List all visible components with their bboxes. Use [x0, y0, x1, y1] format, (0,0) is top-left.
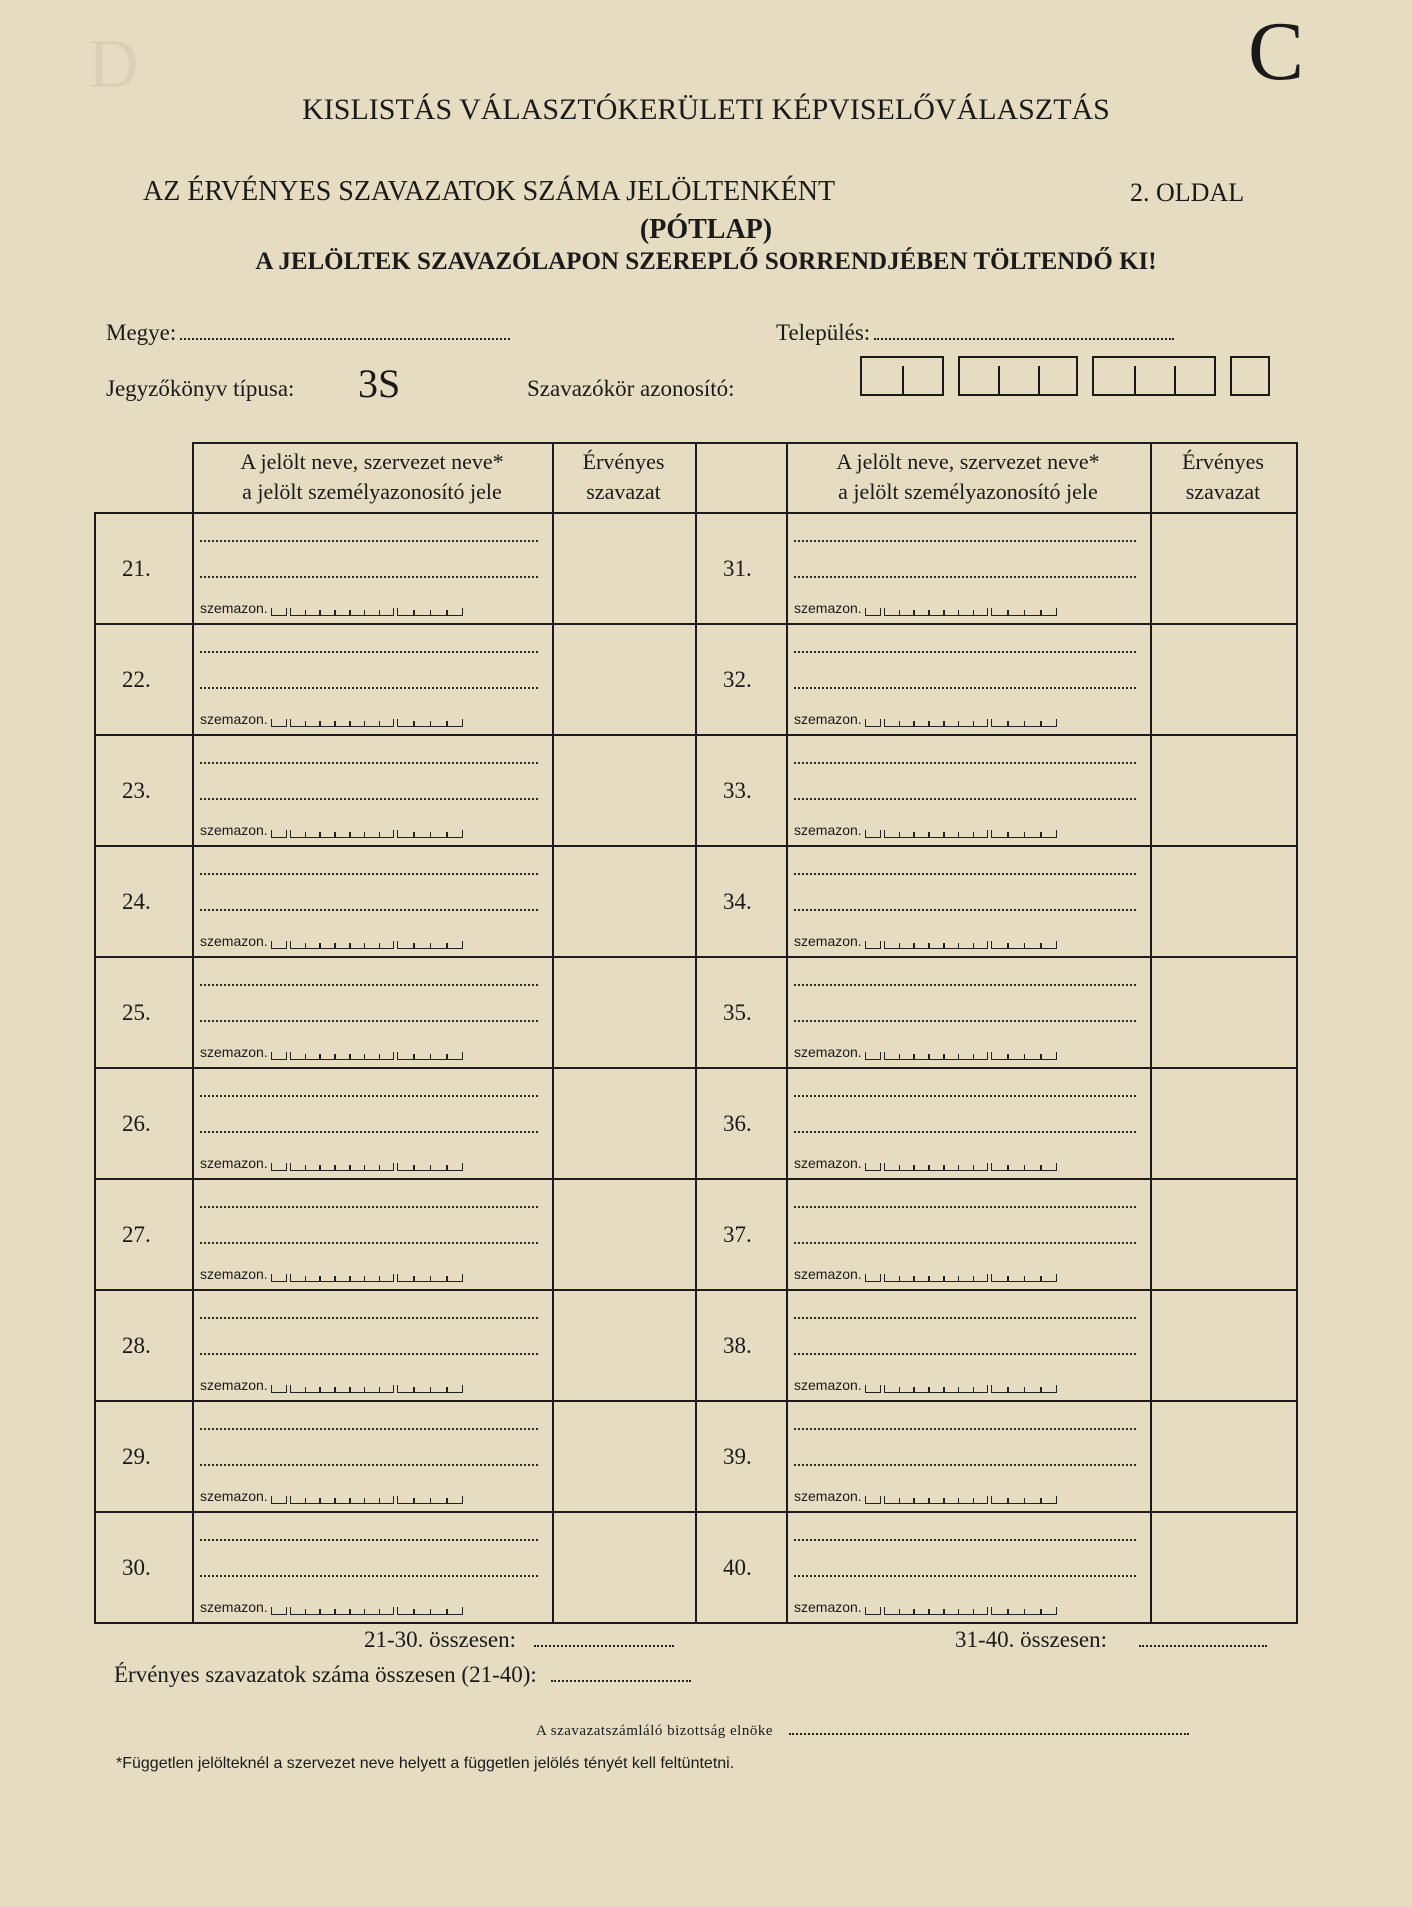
valid-votes-cell[interactable]	[1152, 1402, 1296, 1511]
candidate-name-line[interactable]	[794, 1428, 1136, 1430]
table-column-border	[1296, 442, 1298, 1624]
organization-name-line[interactable]	[200, 909, 538, 911]
personal-id-field[interactable]	[200, 933, 463, 951]
district-id-box-group-1[interactable]	[860, 356, 944, 396]
valid-votes-cell[interactable]	[1152, 1291, 1296, 1400]
district-id-box-group-2[interactable]	[958, 356, 1078, 396]
personal-id-field[interactable]	[794, 822, 1057, 840]
personal-id-label: szemazon.	[794, 933, 862, 949]
table-left-border	[94, 512, 96, 1624]
candidate-name-line[interactable]	[200, 1095, 538, 1097]
settlement-input-line[interactable]	[874, 320, 1174, 340]
form-title: KISLISTÁS VÁLASZTÓKERÜLETI KÉPVISELŐVÁLASZTÁS	[302, 93, 1110, 126]
personal-id-label: szemazon.	[794, 1044, 862, 1060]
row-number: 36.	[723, 1111, 752, 1136]
grand-total-label: Érvényes szavazatok száma összesen (21-40):	[114, 1662, 537, 1687]
row-number: 40.	[723, 1555, 752, 1580]
valid-votes-cell[interactable]	[1152, 958, 1296, 1067]
valid-votes-cell[interactable]	[554, 847, 695, 956]
personal-id-label: szemazon.	[200, 600, 268, 616]
left-sum-row	[364, 1627, 674, 1653]
valid-votes-cell[interactable]	[1152, 1069, 1296, 1178]
valid-votes-cell[interactable]	[1152, 1513, 1296, 1622]
row-number: 28.	[122, 1333, 151, 1358]
personal-id-field[interactable]	[794, 1266, 1057, 1284]
row-number: 26.	[122, 1111, 151, 1136]
personal-id-label: szemazon.	[200, 933, 268, 949]
personal-id-field[interactable]	[794, 711, 1057, 729]
row-number: 31.	[723, 556, 752, 581]
valid-votes-cell[interactable]	[1152, 736, 1296, 845]
grand-total-input-line[interactable]	[551, 1662, 691, 1682]
personal-id-field[interactable]	[794, 1599, 1057, 1617]
settlement-field	[776, 320, 1174, 346]
header-line-2: szavazat	[586, 479, 661, 504]
personal-id-field[interactable]	[794, 1044, 1057, 1062]
valid-votes-cell[interactable]	[554, 1180, 695, 1289]
form-letter: C	[1248, 5, 1305, 98]
organization-name-line[interactable]	[794, 1131, 1136, 1133]
personal-id-label: szemazon.	[200, 1044, 268, 1060]
header-valid-votes-left	[552, 447, 695, 507]
right-sum-input-line[interactable]	[1139, 1627, 1267, 1647]
candidate-name-line[interactable]	[794, 1317, 1136, 1319]
supplement-label: (PÓTLAP)	[639, 214, 773, 245]
personal-id-field[interactable]	[794, 1377, 1057, 1395]
row-number: 30.	[122, 1555, 151, 1580]
left-sum-input-line[interactable]	[534, 1627, 674, 1647]
row-number: 38.	[723, 1333, 752, 1358]
personal-id-label: szemazon.	[794, 1266, 862, 1282]
personal-id-label: szemazon.	[200, 1155, 268, 1171]
candidate-name-line[interactable]	[200, 1539, 538, 1541]
candidate-name-line[interactable]	[794, 984, 1136, 986]
candidate-name-line[interactable]	[794, 1095, 1136, 1097]
candidate-name-line[interactable]	[200, 1317, 538, 1319]
table-column-border	[695, 442, 697, 1624]
organization-name-line[interactable]	[794, 1575, 1136, 1577]
footnote: *Független jelölteknél a szervezet neve helyett a független jelölés tényét kell feltüntetni.	[116, 1755, 735, 1772]
table-column-border	[786, 442, 788, 1624]
organization-name-line[interactable]	[794, 1464, 1136, 1466]
candidate-name-line[interactable]	[200, 984, 538, 986]
row-number: 29.	[122, 1444, 151, 1469]
district-id-box-group-3[interactable]	[1092, 356, 1216, 396]
organization-name-line[interactable]	[794, 1353, 1136, 1355]
table-top-border	[192, 442, 1298, 444]
valid-votes-cell[interactable]	[1152, 847, 1296, 956]
header-line-1: A jelölt neve, szervezet neve*	[836, 449, 1100, 474]
header-line-2: a jelölt személyazonosító jele	[838, 479, 1098, 504]
county-label: Megye:	[106, 320, 177, 345]
personal-id-field[interactable]	[200, 711, 463, 729]
personal-id-field[interactable]	[200, 1266, 463, 1284]
right-sum-row	[955, 1627, 1267, 1653]
header-line-2: szavazat	[1185, 479, 1261, 504]
organization-name-line[interactable]	[794, 1242, 1136, 1244]
valid-votes-cell[interactable]	[554, 625, 695, 734]
organization-name-line[interactable]	[794, 576, 1136, 578]
personal-id-field[interactable]	[794, 933, 1057, 951]
personal-id-label: szemazon.	[200, 1266, 268, 1282]
candidate-name-line[interactable]	[200, 873, 538, 875]
personal-id-label: szemazon.	[794, 1155, 862, 1171]
row-number: 25.	[122, 1000, 151, 1025]
organization-name-line[interactable]	[200, 687, 538, 689]
candidate-name-line[interactable]	[200, 1206, 538, 1208]
personal-id-field[interactable]	[794, 1155, 1057, 1173]
personal-id-label: szemazon.	[794, 1377, 862, 1393]
candidate-name-line[interactable]	[794, 1206, 1136, 1208]
header-line-1: Érvényes	[582, 449, 665, 474]
valid-votes-cell[interactable]	[554, 1291, 695, 1400]
row-number: 39.	[723, 1444, 752, 1469]
header-line-1: A jelölt neve, szervezet neve*	[240, 449, 504, 474]
valid-votes-cell[interactable]	[1152, 1180, 1296, 1289]
header-line-2: a jelölt személyazonosító jele	[242, 479, 502, 504]
row-number: 34.	[723, 889, 752, 914]
settlement-label: Település:	[776, 320, 871, 345]
valid-votes-cell[interactable]	[554, 1069, 695, 1178]
valid-votes-cell[interactable]	[554, 1513, 695, 1622]
signature-input-line[interactable]	[789, 1723, 1189, 1735]
organization-name-line[interactable]	[200, 1575, 538, 1577]
row-number: 35.	[723, 1000, 752, 1025]
county-input-line[interactable]	[180, 320, 510, 340]
header-candidate-name-left	[192, 447, 552, 507]
organization-name-line[interactable]	[794, 798, 1136, 800]
header-valid-votes-right	[1150, 447, 1296, 507]
form-subtitle: AZ ÉRVÉNYES SZAVAZATOK SZÁMA JELÖLTENKÉNT	[143, 176, 836, 207]
personal-id-field[interactable]	[200, 822, 463, 840]
organization-name-line[interactable]	[200, 1353, 538, 1355]
valid-votes-cell[interactable]	[554, 1402, 695, 1511]
row-number: 22.	[122, 667, 151, 692]
personal-id-label: szemazon.	[794, 822, 862, 838]
candidate-name-line[interactable]	[794, 762, 1136, 764]
right-sum-label: 31-40. összesen:	[955, 1627, 1108, 1652]
organization-name-line[interactable]	[794, 1020, 1136, 1022]
organization-name-line[interactable]	[200, 798, 538, 800]
valid-votes-cell[interactable]	[1152, 514, 1296, 623]
valid-votes-cell[interactable]	[1152, 625, 1296, 734]
candidate-name-line[interactable]	[794, 873, 1136, 875]
personal-id-label: szemazon.	[200, 1377, 268, 1393]
signature-label: A szavazatszámláló bizottság elnöke	[536, 1723, 773, 1739]
candidate-name-line[interactable]	[200, 651, 538, 653]
organization-name-line[interactable]	[200, 1131, 538, 1133]
row-number: 23.	[122, 778, 151, 803]
candidate-name-line[interactable]	[794, 651, 1136, 653]
personal-id-field[interactable]	[200, 1044, 463, 1062]
personal-id-label: szemazon.	[794, 600, 862, 616]
personal-id-field[interactable]	[794, 1488, 1057, 1506]
candidate-name-line[interactable]	[794, 540, 1136, 542]
personal-id-field[interactable]	[200, 600, 463, 618]
organization-name-line[interactable]	[794, 909, 1136, 911]
valid-votes-cell[interactable]	[554, 514, 695, 623]
district-id-box-group-4[interactable]	[1230, 356, 1270, 396]
row-number: 37.	[723, 1222, 752, 1247]
county-field	[106, 320, 510, 346]
fill-instruction: A JELÖLTEK SZAVAZÓLAPON SZEREPLŐ SORRENDJÉBEN TÖLTENDŐ KI!	[255, 248, 1157, 275]
personal-id-field[interactable]	[200, 1599, 463, 1617]
row-number: 32.	[723, 667, 752, 692]
left-sum-label: 21-30. összesen:	[364, 1627, 517, 1652]
personal-id-label: szemazon.	[200, 711, 268, 727]
personal-id-field[interactable]	[794, 600, 1057, 618]
organization-name-line[interactable]	[200, 576, 538, 578]
candidate-name-line[interactable]	[794, 1539, 1136, 1541]
personal-id-label: szemazon.	[794, 1599, 862, 1615]
row-number: 33.	[723, 778, 752, 803]
row-number: 24.	[122, 889, 151, 914]
organization-name-line[interactable]	[200, 1242, 538, 1244]
organization-name-line[interactable]	[794, 687, 1136, 689]
candidate-name-line[interactable]	[200, 540, 538, 542]
grand-total-row	[114, 1662, 691, 1688]
record-type-label: Jegyzőkönyv típusa:	[106, 376, 295, 401]
personal-id-label: szemazon.	[794, 1488, 862, 1504]
personal-id-field[interactable]	[200, 1488, 463, 1506]
valid-votes-cell[interactable]	[554, 736, 695, 845]
record-type-value: 3S	[358, 361, 401, 406]
personal-id-label: szemazon.	[200, 1599, 268, 1615]
row-number: 27.	[122, 1222, 151, 1247]
personal-id-field[interactable]	[200, 1155, 463, 1173]
table-column-border	[192, 442, 194, 1624]
row-number: 21.	[122, 556, 151, 581]
candidate-name-line[interactable]	[200, 762, 538, 764]
valid-votes-cell[interactable]	[554, 958, 695, 1067]
personal-id-field[interactable]	[200, 1377, 463, 1395]
signature-row	[536, 1723, 1189, 1740]
personal-id-label: szemazon.	[794, 711, 862, 727]
header-candidate-name-right	[786, 447, 1150, 507]
faded-watermark-letter: D	[88, 26, 139, 103]
personal-id-label: szemazon.	[200, 822, 268, 838]
personal-id-label: szemazon.	[200, 1488, 268, 1504]
page-label: 2. OLDAL	[1130, 178, 1245, 207]
organization-name-line[interactable]	[200, 1464, 538, 1466]
candidate-name-line[interactable]	[200, 1428, 538, 1430]
header-line-1: Érvényes	[1182, 449, 1264, 474]
organization-name-line[interactable]	[200, 1020, 538, 1022]
district-id-label: Szavazókör azonosító:	[527, 376, 735, 401]
